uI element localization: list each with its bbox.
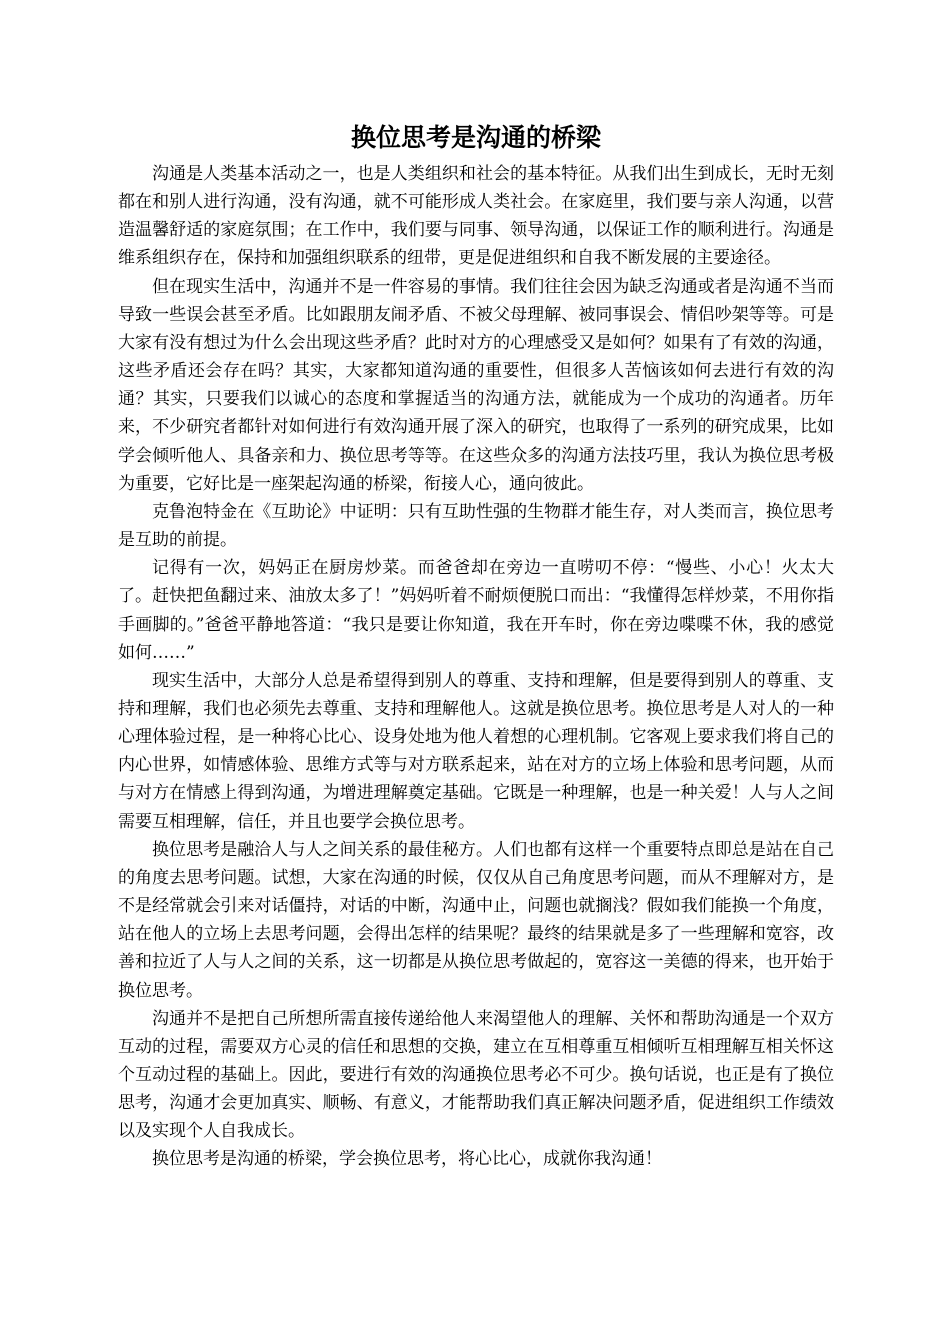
paragraph-6: 换位思考是融洽人与人之间关系的最佳秘方。人们也都有这样一个重要特点即总是站在自己的角度去思考问题。试想，大家在沟通的时候，仅仅从自己角度思考问题，而从不理解对方，是不是经常就会引来对话僵持，对话的中断，沟通中止，问题也就搁浅？假如我们能换一个角度，站在他人的立场上去思考问题，会得出怎样的结果呢？最终的结果就是多了一些理解和宽容，改善和拉近了人与人之间的关系，这一切都是从换位思考做起的，宽容这一美德的得来，也开始于换位思考。 [118, 839, 834, 1001]
paragraph-7: 沟通并不是把自己所想所需直接传递给他人来渴望他人的理解、关怀和帮助沟通是一个双方互动的过程，需要双方心灵的信任和思想的交换，建立在互相尊重互相倾听互相理解互相关怀这个互动过程的基础上。因此，要进行有效的沟通换位思考必不可少。换句话说，也正是有了换位思考，沟通才会更加真实、顺畅、有意义，才能帮助我们真正解决问题矛盾，促进组织工作绩效以及实现个人自我成长。 [118, 1008, 834, 1142]
document-title: 换位思考是沟通的桥梁 [350, 123, 601, 152]
paragraph-5: 现实生活中，大部分人总是希望得到别人的尊重、支持和理解，但是要得到别人的尊重、支持和理解，我们也必须先去尊重、支持和理解他人。这就是换位思考。换位思考是人对人的一种心理体验过程，是一种将心比心、设身处地为他人着想的心理机制。它客观上要求我们将自己的内心世界，如情感体验、思维方式等与对方联系起来，站在对方的立场上体验和思考问题，从而与对方在情感上得到沟通，为增进理解奠定基础。它既是一种理解，也是一种关爱！人与人之间需要互相理解，信任，并且也要学会换位思考。 [118, 670, 834, 832]
document-body [118, 160, 834, 1174]
paragraph-8: 换位思考是沟通的桥梁，学会换位思考，将心比心，成就你我沟通！ [152, 1149, 662, 1170]
paragraph-3: 克鲁泡特金在《互助论》中证明：只有互助性强的生物群才能生存，对人类而言，换位思考是互助的前提。 [118, 501, 834, 551]
paragraph-1: 沟通是人类基本活动之一，也是人类组织和社会的基本特征。从我们出生到成长，无时无刻都在和别人进行沟通，没有沟通，就不可能形成人类社会。在家庭里，我们要与亲人沟通，以营造温馨舒适的家庭氛围；在工作中，我们要与同事、领导沟通，以保证工作的顺利进行。沟通是维系组织存在，保持和加强组织联系的纽带，更是促进组织和自我不断发展的主要途径。 [118, 164, 834, 269]
paragraph-2: 但在现实生活中，沟通并不是一件容易的事情。我们往往会因为缺乏沟通或者是沟通不当而导致一些误会甚至矛盾。比如跟朋友闹矛盾、不被父母理解、被同事误会、情侣吵架等等。可是大家有没有想过为什么会出现这些矛盾？此时对方的心理感受又是如何？如果有了有效的沟通，这些矛盾还会存在吗？其实，大家都知道沟通的重要性，但很多人苦恼该如何去进行有效的沟通？其实，只要我们以诚心的态度和掌握适当的沟通方法，就能成为一个成功的沟通者。历年来，不少研究者都针对如何进行有效沟通开展了深入的研究，也取得了一系列的研究成果，比如学会倾听他人、具备亲和力、换位思考等等。在这些众多的沟通方法技巧里，我认为换位思考极为重要，它好比是一座架起沟通的桥梁，衔接人心，通向彼此。 [118, 276, 834, 494]
paragraph-4: 记得有一次，妈妈正在厨房炒菜。而爸爸却在旁边一直唠叨不停：“慢些、小心！火太大了。赶快把鱼翻过来、油放太多了！”妈妈听着不耐烦便脱口而出：“我懂得怎样炒菜，不用你指手画脚的。”爸爸平静地答道：“我只是要让你知道，我在开车时，你在旁边喋喋不休，我的感觉如何……” [118, 558, 834, 663]
